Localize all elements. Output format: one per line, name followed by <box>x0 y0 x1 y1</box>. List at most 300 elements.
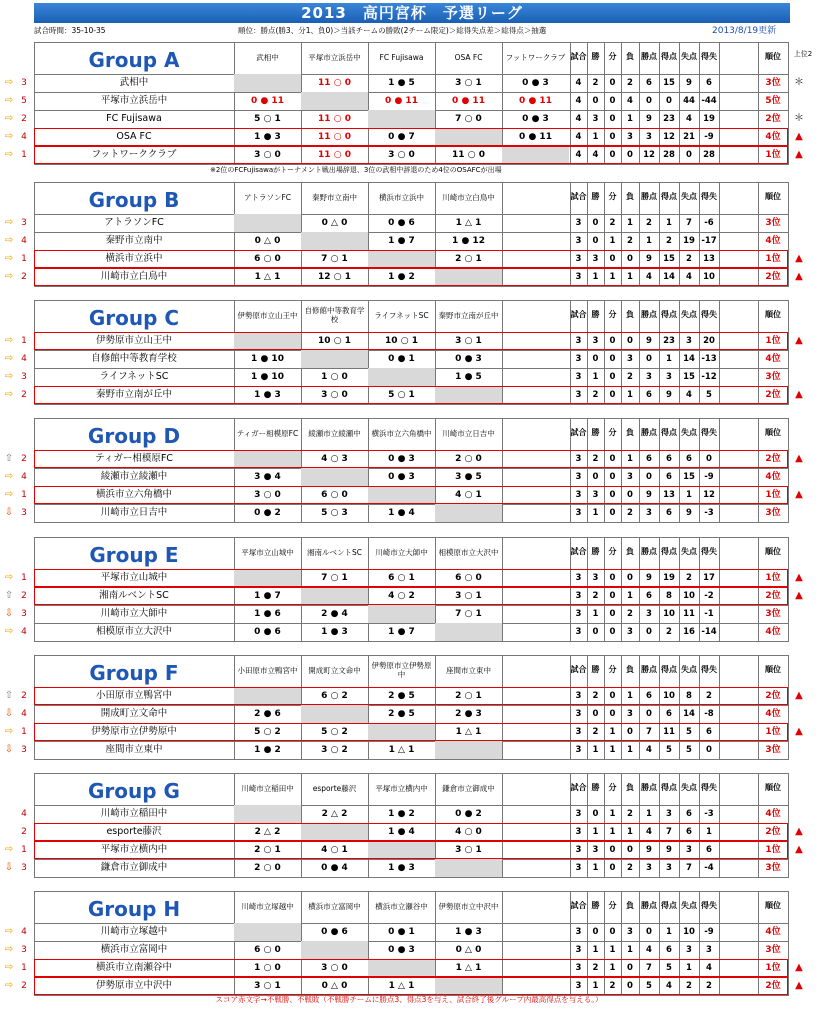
score-cell: 2 ○ 1 <box>455 254 482 264</box>
trend-arrow-icon: ⇨ <box>4 253 14 264</box>
opponent-header: 小田原市立鴨宮中 <box>237 665 298 675</box>
score-cell: 6 ○ 2 <box>321 691 348 701</box>
stat-header: 勝点 <box>641 783 657 792</box>
score-cell <box>234 805 301 823</box>
opponent-header: フットワークラブ <box>505 52 566 62</box>
stat-header: 負 <box>626 547 634 556</box>
group-title: Group H <box>87 897 181 921</box>
stat-value: 2 <box>592 691 599 701</box>
stat-value: 5 <box>686 745 692 755</box>
trend-arrow-icon: ⇨ <box>4 77 14 88</box>
score-cell <box>301 350 368 368</box>
qualify-marker: ▲ <box>795 271 803 282</box>
score-cell: 1 ● 3 <box>455 927 482 937</box>
stat-value: 1 <box>627 272 633 282</box>
score-cell: 1 △ 1 <box>388 745 415 755</box>
stat-value: 1 <box>666 218 672 228</box>
qualify-marker: ▲ <box>795 590 803 601</box>
opponent-header: 横浜市立瀬谷中 <box>375 901 428 911</box>
standings-row <box>0 468 818 486</box>
stat-value: 0 <box>627 490 633 500</box>
stat-header: 得点 <box>661 783 677 792</box>
stat-value: 1 <box>627 745 633 755</box>
stat-value: -3 <box>704 508 714 518</box>
stat-header: 失点 <box>681 547 697 556</box>
stat-value: 3 <box>686 845 692 855</box>
score-cell: 5 ○ 1 <box>254 114 281 124</box>
standings-row <box>0 350 818 368</box>
rank-value: 1位 <box>765 845 781 855</box>
stat-value: 3 <box>575 591 582 601</box>
stat-header: 失点 <box>681 665 697 674</box>
stat-value: 0 <box>609 927 616 937</box>
ranking-rule-info: 順位：勝点(勝3、分1、負0)＞当該チームの勝敗(2チーム限定)＞総得失点差＞総得点＞抽選 <box>238 26 547 35</box>
score-cell: 1 ● 3 <box>254 390 281 400</box>
score-cell: 6 ○ 0 <box>254 254 281 264</box>
stat-value: 2 <box>686 254 692 264</box>
rank-value: 4位 <box>765 927 781 937</box>
score-cell: 2 ● 4 <box>321 609 348 619</box>
score-cell: 3 ○ 1 <box>455 591 482 601</box>
seed-number: 5 <box>21 96 27 106</box>
stat-value: 0 <box>609 372 616 382</box>
score-cell: 1 ● 5 <box>388 78 415 88</box>
trend-arrow-icon: ⇨ <box>4 149 14 160</box>
trend-arrow-icon: ⇨ <box>4 471 14 482</box>
stat-value: 3 <box>575 727 582 737</box>
stat-header: 得点 <box>661 310 677 319</box>
stat-header: 得失 <box>701 52 717 61</box>
rank-value: 4位 <box>765 809 781 819</box>
stat-value: 0 <box>646 354 652 364</box>
stat-value: 6 <box>666 709 672 719</box>
stat-value: -1 <box>704 609 714 619</box>
stat-value: 6 <box>706 78 712 88</box>
stat-value: 2 <box>609 981 616 991</box>
qualify-marker: ＊ <box>794 77 804 88</box>
stat-value: 10 <box>703 272 715 282</box>
opponent-header: 川崎市立稲田中 <box>241 783 294 793</box>
score-cell: 4 ○ 1 <box>321 845 348 855</box>
grid-line <box>34 404 788 405</box>
stat-value: 1 <box>706 827 712 837</box>
seed-number: 3 <box>21 745 27 755</box>
score-cell <box>301 941 368 959</box>
stat-value: 6 <box>686 454 692 464</box>
stat-value: 2 <box>627 508 633 518</box>
score-cell: 0 ● 3 <box>455 354 482 364</box>
stat-value: 9 <box>686 508 692 518</box>
standings-row <box>0 569 818 587</box>
stat-value: 3 <box>646 132 652 142</box>
group-title: Group B <box>88 188 180 212</box>
stat-value: 9 <box>646 114 652 124</box>
stat-value: 0 <box>592 809 599 819</box>
stat-value: -13 <box>701 354 717 364</box>
stat-value: 8 <box>666 591 672 601</box>
group-f <box>0 655 818 773</box>
stat-value: 3 <box>575 336 582 346</box>
stat-value: 14 <box>683 354 695 364</box>
score-cell: 2 ○ 1 <box>455 691 482 701</box>
stat-value: 4 <box>686 390 692 400</box>
grid-line <box>34 537 788 538</box>
score-cell: 1 △ 1 <box>455 218 482 228</box>
stat-header: 得失 <box>701 310 717 319</box>
score-cell: 5 ○ 2 <box>321 727 348 737</box>
rank-value: 2位 <box>765 390 781 400</box>
standings-row <box>0 74 818 92</box>
stat-value: 1 <box>666 354 672 364</box>
score-cell: 0 ● 4 <box>321 863 348 873</box>
stat-value: 0 <box>592 709 599 719</box>
stat-value: 3 <box>575 573 582 583</box>
trend-arrow-icon: ⇨ <box>4 489 14 500</box>
stat-value: 9 <box>646 254 652 264</box>
stat-value: -9 <box>704 472 714 482</box>
trend-arrow-icon: ⇨ <box>4 962 14 973</box>
score-cell: 7 ○ 0 <box>455 114 482 124</box>
stat-header: 勝 <box>591 310 600 319</box>
stat-value: 7 <box>646 727 652 737</box>
trend-arrow-icon: ⇩ <box>4 744 14 755</box>
stat-value: 10 <box>663 691 675 701</box>
stat-value: -12 <box>701 372 717 382</box>
score-cell: 0 ● 3 <box>388 472 415 482</box>
stat-value: 44 <box>683 96 695 106</box>
opponent-header: 平塚市立浜岳中 <box>308 52 361 62</box>
stat-value: 3 <box>686 945 692 955</box>
team-name: 横浜市立南瀬谷中 <box>95 962 172 973</box>
stat-value: 1 <box>592 132 599 142</box>
trend-arrow-icon: ⇨ <box>4 926 14 937</box>
team-name: 横浜市立六角橋中 <box>95 489 172 500</box>
score-cell: 3 ○ 2 <box>321 745 348 755</box>
stat-value: 7 <box>666 827 672 837</box>
score-cell <box>301 705 368 723</box>
score-cell: 1 ○ 0 <box>321 372 348 382</box>
score-cell: 3 ● 5 <box>455 472 482 482</box>
stat-value: 1 <box>609 963 616 973</box>
stat-value: 5 <box>646 981 652 991</box>
rank-value: 3位 <box>765 609 781 619</box>
stat-value: 19 <box>683 236 695 246</box>
score-cell: 1 ● 2 <box>388 809 415 819</box>
stat-value: -2 <box>704 591 714 601</box>
trend-arrow-icon: ⇧ <box>4 690 14 701</box>
stat-header: 勝点 <box>641 52 657 61</box>
stat-value: 6 <box>666 472 672 482</box>
stat-value: 6 <box>706 727 712 737</box>
qualify-marker <box>792 350 806 368</box>
score-cell: 1 △ 1 <box>455 727 482 737</box>
score-cell <box>234 332 301 350</box>
team-name: FC Fujisawa <box>106 113 162 124</box>
stat-value: 6 <box>646 78 652 88</box>
score-cell: 6 ○ 0 <box>321 490 348 500</box>
stat-value: 3 <box>575 236 582 246</box>
score-cell: 0 ● 11 <box>452 96 485 106</box>
opponent-header: 平塚市立横内中 <box>375 783 428 793</box>
score-cell: 2 ● 3 <box>455 709 482 719</box>
rank-value: 2位 <box>765 691 781 701</box>
rank-value: 3位 <box>765 218 781 228</box>
stat-value: 1 <box>627 218 633 228</box>
stat-header: 得点 <box>661 665 677 674</box>
stat-value: 1 <box>646 236 652 246</box>
stat-value: 2 <box>666 627 672 637</box>
score-cell: 0 ● 3 <box>522 114 549 124</box>
stat-value: 3 <box>575 827 582 837</box>
stat-value: -44 <box>701 96 717 106</box>
score-cell: 0 ● 11 <box>519 96 552 106</box>
qualify-marker: ＊ <box>794 113 804 124</box>
stat-value: 0 <box>609 508 616 518</box>
opponent-header: 秦野市立南が丘中 <box>438 310 499 320</box>
qualify-marker <box>792 368 806 386</box>
stat-value: 2 <box>627 809 633 819</box>
grid-line <box>34 773 788 774</box>
grid-line <box>34 522 788 523</box>
score-cell: 1 ● 4 <box>388 827 415 837</box>
qualify-marker <box>792 232 806 250</box>
stat-value: 0 <box>627 573 633 583</box>
stat-header: 順位 <box>765 547 781 556</box>
trend-arrow-icon: ⇩ <box>4 608 14 619</box>
stat-header: 負 <box>626 52 634 61</box>
stat-value: 0 <box>592 236 599 246</box>
score-cell: 1 ● 12 <box>452 236 485 246</box>
score-cell <box>234 687 301 705</box>
standings-row <box>0 146 818 164</box>
stat-value: 0 <box>706 454 712 464</box>
seed-number: 4 <box>21 472 27 482</box>
score-cell <box>435 623 502 641</box>
stat-value: 3 <box>592 336 599 346</box>
stat-value: 3 <box>627 132 633 142</box>
stat-header: 勝点 <box>641 428 657 437</box>
rank-value: 3位 <box>765 508 781 518</box>
score-cell <box>234 569 301 587</box>
stat-header: 負 <box>626 192 634 201</box>
qualify-marker: ▲ <box>795 980 803 991</box>
stat-value: 6 <box>686 809 692 819</box>
stat-header: 得失 <box>701 192 717 201</box>
stat-value: 0 <box>609 150 616 160</box>
score-cell: 0 ● 6 <box>321 927 348 937</box>
stat-header: 得失 <box>701 665 717 674</box>
qualify-marker <box>792 859 806 877</box>
stat-header: 得点 <box>661 52 677 61</box>
stat-header: 失点 <box>681 783 697 792</box>
seed-number: 2 <box>21 827 27 837</box>
team-name: 座間市立東中 <box>105 744 163 755</box>
stat-header: 試合 <box>570 310 587 319</box>
seed-number: 4 <box>21 709 27 719</box>
standings-row <box>0 128 818 146</box>
stat-value: 3 <box>592 254 599 264</box>
stat-header: 勝点 <box>641 310 657 319</box>
group-d <box>0 418 818 536</box>
stat-value: 3 <box>706 945 712 955</box>
stat-header: 失点 <box>681 192 697 201</box>
stat-value: 1 <box>609 272 616 282</box>
stat-header: 失点 <box>681 428 697 437</box>
stat-value: -3 <box>704 809 714 819</box>
score-cell <box>435 859 502 877</box>
score-cell <box>301 92 368 110</box>
score-cell <box>301 823 368 841</box>
standings-row <box>0 923 818 941</box>
team-name: 平塚市立横内中 <box>100 844 168 855</box>
stat-header: 勝 <box>591 783 600 792</box>
stat-value: 1 <box>609 827 616 837</box>
seed-number: 2 <box>21 390 27 400</box>
score-cell: 3 ○ 0 <box>321 963 348 973</box>
stat-header: 分 <box>608 665 617 674</box>
rank-value: 2位 <box>765 272 781 282</box>
opponent-header: 伊勢原市立中沢中 <box>438 901 499 911</box>
seed-number: 2 <box>21 114 27 124</box>
stat-value: 0 <box>592 354 599 364</box>
match-time-info: 試合時間：35-10-35 <box>34 26 106 35</box>
score-cell: 4 ○ 0 <box>455 827 482 837</box>
team-name: 鎌倉市立御成中 <box>100 862 168 873</box>
score-cell: 1 ● 2 <box>254 745 281 755</box>
seed-number: 4 <box>21 354 27 364</box>
stat-value: 0 <box>627 845 633 855</box>
score-cell <box>234 74 301 92</box>
qualify-marker: ▲ <box>795 962 803 973</box>
stat-value: 10 <box>683 591 695 601</box>
score-cell: 0 ● 6 <box>388 218 415 228</box>
stat-value: 0 <box>592 96 599 106</box>
stat-value: 2 <box>627 609 633 619</box>
rank-value: 3位 <box>765 863 781 873</box>
stat-header: 勝点 <box>641 192 657 201</box>
stat-value: -17 <box>701 236 717 246</box>
rank-value: 4位 <box>765 627 781 637</box>
stat-value: 3 <box>592 845 599 855</box>
opponent-header: 座間市立東中 <box>446 665 491 675</box>
seed-number: 1 <box>21 963 27 973</box>
stat-value: 3 <box>666 372 672 382</box>
stat-value: 3 <box>575 390 582 400</box>
stat-value: 10 <box>663 609 675 619</box>
score-cell: 0 ● 11 <box>385 96 418 106</box>
team-name: 川崎市立日吉中 <box>100 507 168 518</box>
score-cell: 3 ○ 1 <box>254 981 281 991</box>
group-title: Group E <box>89 543 179 567</box>
stat-value: 3 <box>575 627 582 637</box>
stat-value: 3 <box>575 809 582 819</box>
stat-value: 3 <box>627 354 633 364</box>
score-cell: 6 ○ 0 <box>455 573 482 583</box>
stat-value: 0 <box>609 591 616 601</box>
trend-arrow-icon: ⇩ <box>4 862 14 873</box>
stat-value: 3 <box>575 508 582 518</box>
standings-row <box>0 92 818 110</box>
group-title: Group A <box>88 48 180 72</box>
qualify-marker <box>792 805 806 823</box>
stat-value: 12 <box>643 150 655 160</box>
trend-arrow-icon: ⇨ <box>4 113 14 124</box>
team-name: 伊勢原市立山王中 <box>95 335 172 346</box>
trend-arrow-icon: ⇨ <box>4 217 14 228</box>
opponent-header: 横浜市立六角橋中 <box>371 428 432 438</box>
trend-arrow-icon: ⇩ <box>4 507 14 518</box>
standings-row <box>0 841 818 859</box>
stat-value: 9 <box>666 845 672 855</box>
stat-value: 6 <box>666 508 672 518</box>
stat-header: 試合 <box>570 428 587 437</box>
stat-value: 2 <box>592 390 599 400</box>
grid-line <box>34 891 788 892</box>
stat-value: 1 <box>592 745 599 755</box>
stat-value: 0 <box>706 745 712 755</box>
rank-value: 4位 <box>765 236 781 246</box>
team-name: 横浜市立富岡中 <box>100 944 168 955</box>
stat-value: 1 <box>592 827 599 837</box>
stat-value: 0 <box>609 709 616 719</box>
stat-value: 1 <box>592 981 599 991</box>
stat-value: 0 <box>609 78 616 88</box>
stat-header: 勝 <box>591 547 600 556</box>
stat-value: 3 <box>666 863 672 873</box>
rank-value: 1位 <box>765 254 781 264</box>
rank-value: 1位 <box>765 573 781 583</box>
stat-value: 0 <box>609 609 616 619</box>
rank-value: 3位 <box>765 945 781 955</box>
qualify-marker: ▲ <box>795 335 803 346</box>
stat-value: 3 <box>627 472 633 482</box>
stat-value: 4 <box>627 96 633 106</box>
stat-value: 1 <box>627 945 633 955</box>
updated-date: 2013/8/19更新 <box>712 26 777 36</box>
stat-value: 2 <box>627 372 633 382</box>
stat-header: 得失 <box>701 901 717 910</box>
score-cell: 1 △ 1 <box>455 963 482 973</box>
score-cell: 0 △ 0 <box>254 236 281 246</box>
opponent-header: 秦野市立南中 <box>312 192 357 202</box>
score-cell <box>435 504 502 522</box>
stat-value: 1 <box>592 272 599 282</box>
stat-header: 順位 <box>765 310 781 319</box>
stat-header: 分 <box>608 901 617 910</box>
qualify-marker: ▲ <box>795 253 803 264</box>
score-cell: 1 ● 7 <box>254 591 281 601</box>
score-cell <box>368 368 435 386</box>
stat-value: 10 <box>683 927 695 937</box>
qualify-marker <box>792 605 806 623</box>
rank-value: 2位 <box>765 591 781 601</box>
qualify-marker <box>792 741 806 759</box>
stat-value: 1 <box>646 809 652 819</box>
stat-value: 3 <box>575 845 582 855</box>
standings-row <box>0 386 818 404</box>
rank-value: 1位 <box>765 727 781 737</box>
standings-row <box>0 823 818 841</box>
score-cell: 1 ● 3 <box>254 132 281 142</box>
seed-number: 2 <box>21 591 27 601</box>
score-cell: 2 ● 5 <box>388 709 415 719</box>
score-cell: 7 ○ 1 <box>455 609 482 619</box>
stat-value: -9 <box>704 132 714 142</box>
trend-arrow-icon: ⇨ <box>4 235 14 246</box>
stat-value: 0 <box>609 336 616 346</box>
stat-value: 3 <box>646 372 652 382</box>
rank-value: 3位 <box>765 745 781 755</box>
